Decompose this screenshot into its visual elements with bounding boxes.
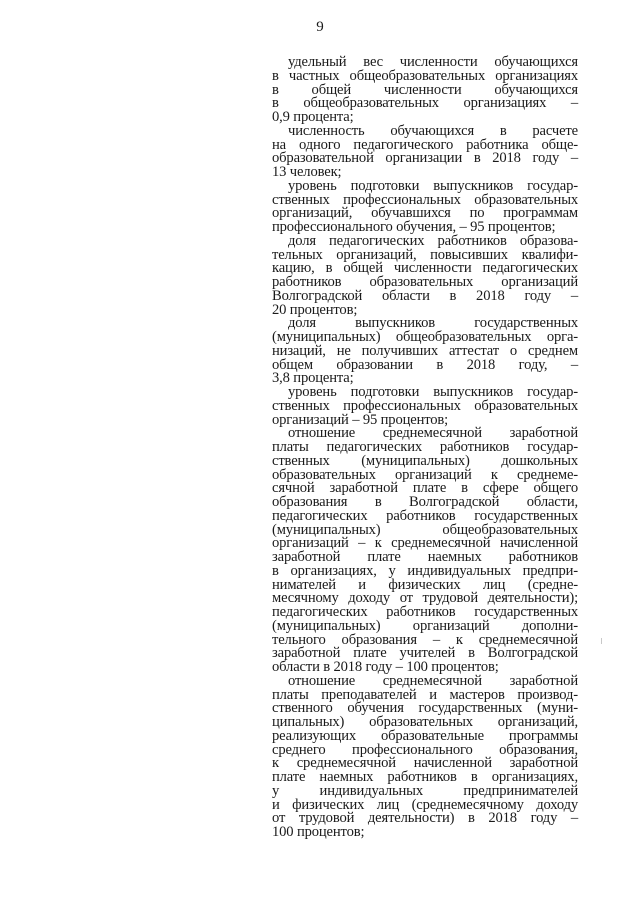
text-line: платы преподавателей и мастеров производ-: [272, 686, 578, 703]
text-line: педагогических работников государственных: [272, 604, 578, 620]
margin-mark: [601, 638, 602, 644]
text-line: ственных профессиональных образовательных: [272, 397, 578, 414]
text-line: платы педагогических работников государ-: [272, 439, 578, 455]
text-line: области в 2018 году – 100 процентов;: [272, 659, 499, 675]
text-line: ципальных) образовательных организаций,: [272, 714, 578, 730]
text-line: у индивидуальных предпринимателей: [272, 782, 578, 799]
text-line: профессионального обучения, – 95 процентов;: [272, 219, 556, 235]
text-line: плате наемных работников в организациях,: [272, 769, 578, 785]
text-line: сячной заработной плате в сфере общего: [272, 480, 578, 497]
text-line: организаций, обучавшихся по программам: [272, 205, 578, 222]
text-line: организаций – к среднемесячной начисленной: [272, 535, 578, 552]
text-line: в организациях, у индивидуальных предпри-: [272, 562, 578, 579]
text-line: заработной плате учителей в Волгоградской: [272, 645, 578, 662]
text-line: (муниципальных) организаций дополни-: [272, 617, 578, 634]
paragraph-first-line: уровень подготовки выпускников государ-: [288, 384, 578, 400]
text-line: работников образовательных организаций: [272, 274, 578, 290]
text-line: (муниципальных) общеобразовательных орга-: [272, 329, 578, 345]
text-line: 0,9 процента;: [272, 109, 354, 125]
text-line: кацию, в общей численности педагогических: [272, 260, 578, 277]
text-line: на одного педагогического работника обще-: [272, 136, 578, 153]
text-line: реализующих образовательные программы: [272, 727, 578, 744]
text-line: 13 человек;: [272, 164, 342, 180]
text-line: в частных общеобразовательных организациях: [272, 67, 578, 84]
text-line: тельного образования – к среднемесячной: [272, 631, 578, 648]
text-line: заработной плате наемных работников: [272, 549, 578, 565]
text-line: тельных организаций, повысивших квалифи-: [272, 246, 578, 263]
paragraph-first-line: уровень подготовки выпускников государ-: [288, 177, 578, 194]
text-line: 100 процентов;: [272, 824, 365, 840]
text-line: низаций, не получивших аттестат о среднем: [272, 342, 578, 359]
text-line: в общей численности обучающихся: [272, 81, 578, 98]
text-line: ственных профессиональных образовательных: [272, 191, 578, 208]
text-line: нимателей и физических лиц (средне-: [272, 576, 578, 593]
document-body: [272, 56, 578, 840]
text-line: образования в Волгоградской области,: [272, 494, 578, 510]
text-line: ственного обучения государственных (муни-: [272, 700, 578, 717]
text-line: 20 процентов;: [272, 301, 358, 318]
text-line: в общеобразовательных организациях –: [272, 95, 578, 112]
page-number: 9: [316, 19, 324, 35]
text-line: образовательных организаций к среднеме-: [272, 466, 578, 483]
paragraph-first-line: отношение среднемесячной заработной: [288, 425, 578, 442]
text-line: к среднемесячной начисленной заработной: [272, 755, 578, 772]
text-line: общем образовании в 2018 году, –: [272, 356, 578, 373]
paragraph-first-line: доля выпускников государственных: [288, 315, 578, 332]
paragraph-first-line: доля педагогических работников образова-: [288, 232, 578, 249]
paragraph-first-line: удельный вес численности обучающихся: [288, 54, 578, 70]
text-line: педагогических работников государственных: [272, 507, 578, 524]
text-line: и физических лиц (среднемесячному доходу: [272, 796, 578, 813]
text-line: от трудовой деятельности) в 2018 году –: [272, 810, 578, 827]
paragraph-first-line: численность обучающихся в расчете: [288, 122, 578, 139]
text-line: среднего профессионального образования,: [272, 741, 578, 758]
text-line: (муниципальных) общеобразовательных: [272, 521, 578, 538]
text-line: Волгоградской области в 2018 году –: [272, 287, 578, 304]
text-line: ственных (муниципальных) дошкольных: [272, 452, 578, 469]
text-line: организаций – 95 процентов;: [272, 411, 449, 428]
text-line: месячному доходу от трудовой деятельности);: [272, 590, 578, 607]
text-line: 3,8 процента;: [272, 370, 354, 387]
paragraph-first-line: отношение среднемесячной заработной: [288, 672, 578, 689]
text-line: образовательной организации в 2018 году –: [272, 150, 578, 167]
